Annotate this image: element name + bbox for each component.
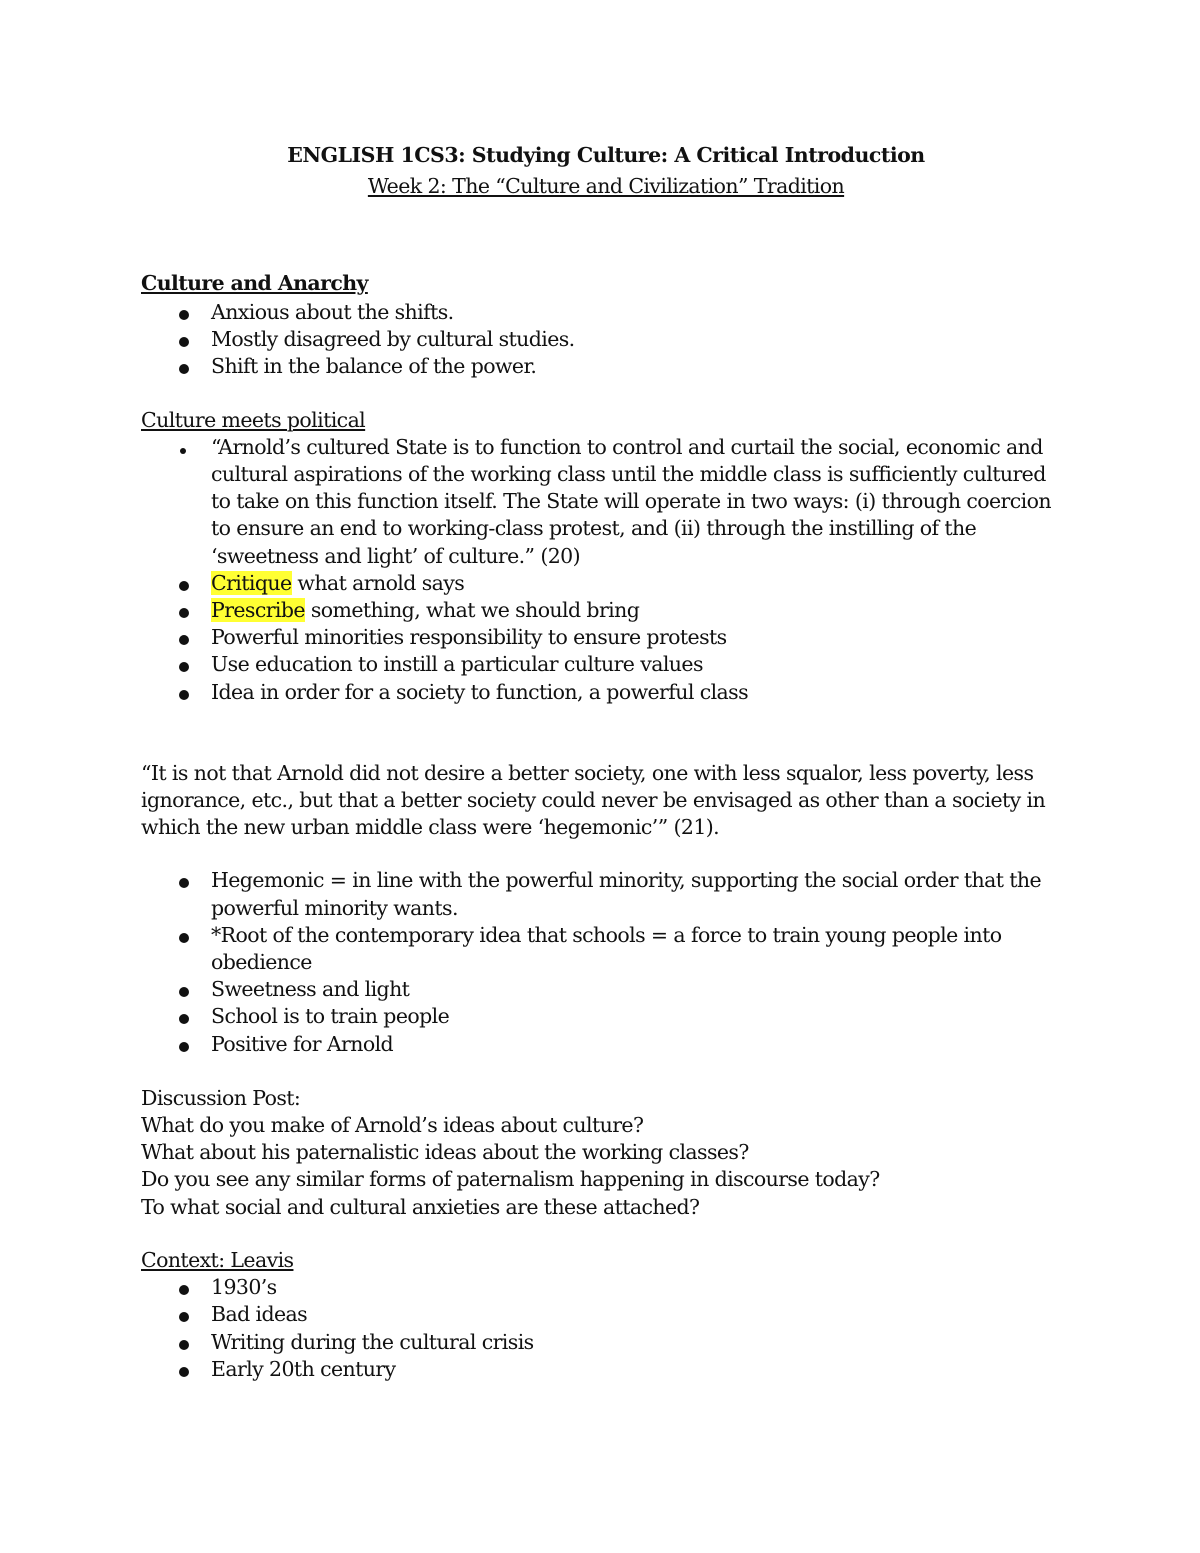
bullet-icon	[179, 987, 189, 997]
list-item-quote: “Arnold’s cultured State is to function to control and curtail the social, economic and cultural aspirations of the working class until the middle class is sufficiently cultured to take on this function itself. The State will operate in two ways: (i) through coercion to ensure an end to working-class protest, and (ii) through the instilling of the ‘sweetness and light’ of culture.” (20)	[141, 434, 1071, 570]
list-item: Bad ideas	[141, 1301, 1071, 1328]
bullet-icon	[179, 878, 189, 888]
highlighted-text: Prescribe	[211, 598, 305, 623]
list-item-prescribe: Prescribe something, what we should bring	[141, 597, 1071, 624]
section-heading-culture-and-anarchy: Culture and Anarchy	[141, 271, 368, 295]
list-item: Anxious about the shifts.	[141, 299, 1071, 326]
bullet-icon	[179, 1014, 189, 1024]
list-item: Hegemonic = in line with the powerful minority, supporting the social order that the powerful minority wants.	[141, 867, 1071, 921]
list-item-critique: Critique what arnold says	[141, 570, 1071, 597]
section4-list	[141, 1274, 1071, 1383]
document-page	[141, 140, 1071, 1383]
section1-list	[141, 299, 1071, 381]
bullet-icon	[179, 1367, 189, 1377]
bullet-icon	[179, 608, 189, 618]
bullet-icon	[179, 1312, 189, 1322]
document-subtitle: Week 2: The “Culture and Civilization” Tradition	[367, 174, 845, 198]
list-item: Use education to instill a particular culture values	[141, 651, 1071, 678]
list-item: Writing during the cultural crisis	[141, 1329, 1071, 1356]
discussion-question: What do you make of Arnold’s ideas about culture?	[141, 1113, 644, 1138]
bullet-icon	[179, 690, 189, 700]
list-item: Early 20th century	[141, 1356, 1071, 1383]
list-item: Sweetness and light	[141, 976, 1071, 1003]
bullet-icon	[179, 1340, 189, 1350]
bullet-icon	[179, 364, 189, 374]
bullet-icon	[179, 1285, 189, 1295]
discussion-heading: Discussion Post:	[141, 1085, 301, 1110]
list-item: Positive for Arnold	[141, 1031, 1071, 1058]
section-heading-context-leavis: Context: Leavis	[141, 1247, 294, 1272]
list-item: 1930’s	[141, 1274, 1071, 1301]
list-item: Shift in the balance of the power.	[141, 353, 1071, 380]
bullet-icon	[179, 581, 189, 591]
quote-paragraph: “It is not that Arnold did not desire a better society, one with less squalor, less poverty, less ignorance, etc., but that a better society could never be envisaged as other than a society in which the new urban middle class were ‘hegemonic’” (21).	[141, 760, 1046, 840]
discussion-question: What about his paternalistic ideas about the working classes?	[141, 1140, 749, 1165]
bullet-icon	[179, 662, 189, 672]
list-item: Mostly disagreed by cultural studies.	[141, 326, 1071, 353]
discussion-question: Do you see any similar forms of paternalism happening in discourse today?	[141, 1167, 880, 1192]
highlighted-text: Critique	[211, 570, 292, 595]
bullet-icon	[179, 933, 189, 943]
bullet-icon	[179, 337, 189, 347]
discussion-question: To what social and cultural anxieties are these attached?	[141, 1194, 700, 1219]
document-title: ENGLISH 1CS3: Studying Culture: A Critical Introduction	[287, 143, 925, 167]
bullet-icon	[179, 310, 189, 320]
list-item: Idea in order for a society to function, a powerful class	[141, 679, 1071, 706]
bullet-icon	[179, 635, 189, 645]
bullet-icon	[179, 1042, 189, 1052]
section3-list	[141, 867, 1071, 1057]
list-item: *Root of the contemporary idea that schools = a force to train young people into obedience	[141, 922, 1071, 976]
section2-list	[141, 434, 1071, 706]
bullet-icon	[180, 448, 186, 454]
list-item: Powerful minorities responsibility to ensure protests	[141, 624, 1071, 651]
section-heading-culture-meets-political: Culture meets political	[141, 407, 366, 432]
list-item: School is to train people	[141, 1003, 1071, 1030]
